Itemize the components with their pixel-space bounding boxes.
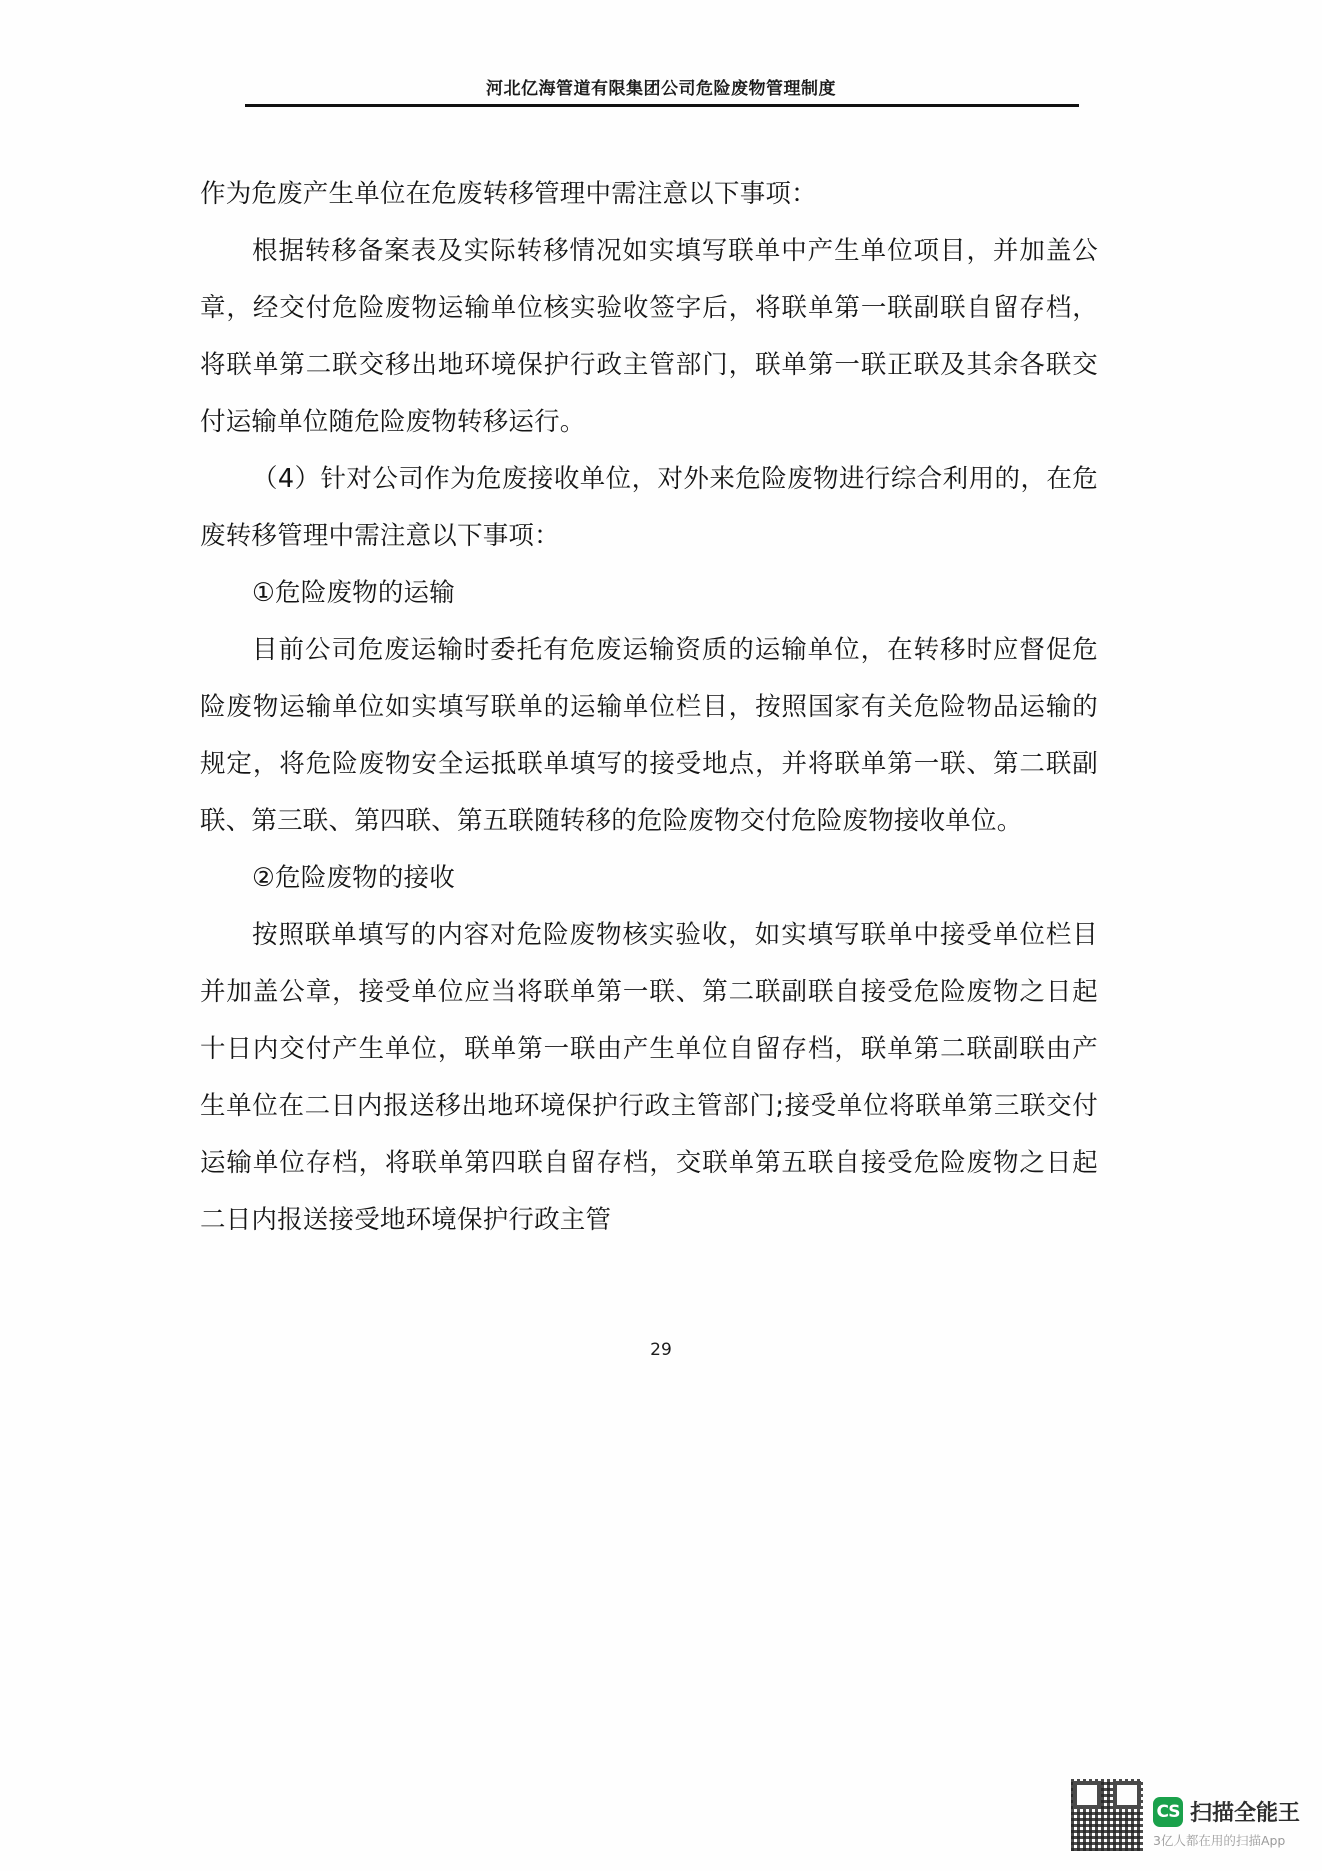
document-body <box>200 166 1098 1249</box>
paragraph: 根据转移备案表及实际转移情况如实填写联单中产生单位项目，并加盖公章，经交付危险废物运输单位核实验收签字后，将联单第一联副联自留存档，将联单第二联交移出地环境保护行政主管部门，联单第一联正联及其余各联交付运输单位随危险废物转移运行。 <box>200 236 1098 437</box>
scanner-watermark <box>1071 1779 1300 1851</box>
paragraph: （4）针对公司作为危废接收单位，对外来危险废物进行综合利用的，在危废转移管理中需注意以下事项： <box>200 464 1098 551</box>
brand-subtitle: 3亿人都在用的扫描App <box>1152 1833 1286 1848</box>
paragraph: 按照联单填写的内容对危险废物核实验收，如实填写联单中接受单位栏目并加盖公章，接受单位应当将联单第一联、第二联副联自接受危险废物之日起十日内交付产生单位，联单第一联由产生单位自留存档，联单第二联副联由产生单位在二日内报送移出地环境保护行政主管部门;接受单位将联单第三联交付运输单位存档，将联单第四联自留存档，交联单第五联自接受危险废物之日起二日内报送接受地环境保护行政主管 <box>200 920 1098 1235</box>
header-divider <box>245 104 1079 107</box>
qr-code-icon <box>1071 1779 1143 1851</box>
page-header <box>245 74 1077 99</box>
brand-row <box>1153 1796 1300 1827</box>
paragraph: 作为危废产生单位在危废转移管理中需注意以下事项： <box>200 179 817 209</box>
brand-block <box>1153 1796 1300 1851</box>
brand-name: 扫描全能王 <box>1189 1801 1300 1826</box>
camscanner-logo-icon: CS <box>1153 1797 1183 1827</box>
paragraph: ②危险废物的接收 <box>252 863 455 893</box>
paragraph: ①危险废物的运输 <box>252 578 455 608</box>
paragraph: 目前公司危废运输时委托有危废运输资质的运输单位，在转移时应督促危险废物运输单位如实填写联单的运输单位栏目，按照国家有关危险物品运输的规定，将危险废物安全运抵联单填写的接受地点，并将联单第一联、第二联副联、第三联、第四联、第五联随转移的危险废物交付危险废物接收单位。 <box>200 635 1098 836</box>
page-number: 29 <box>650 1340 672 1360</box>
header-title: 河北亿海管道有限集团公司危险废物管理制度 <box>486 79 836 99</box>
